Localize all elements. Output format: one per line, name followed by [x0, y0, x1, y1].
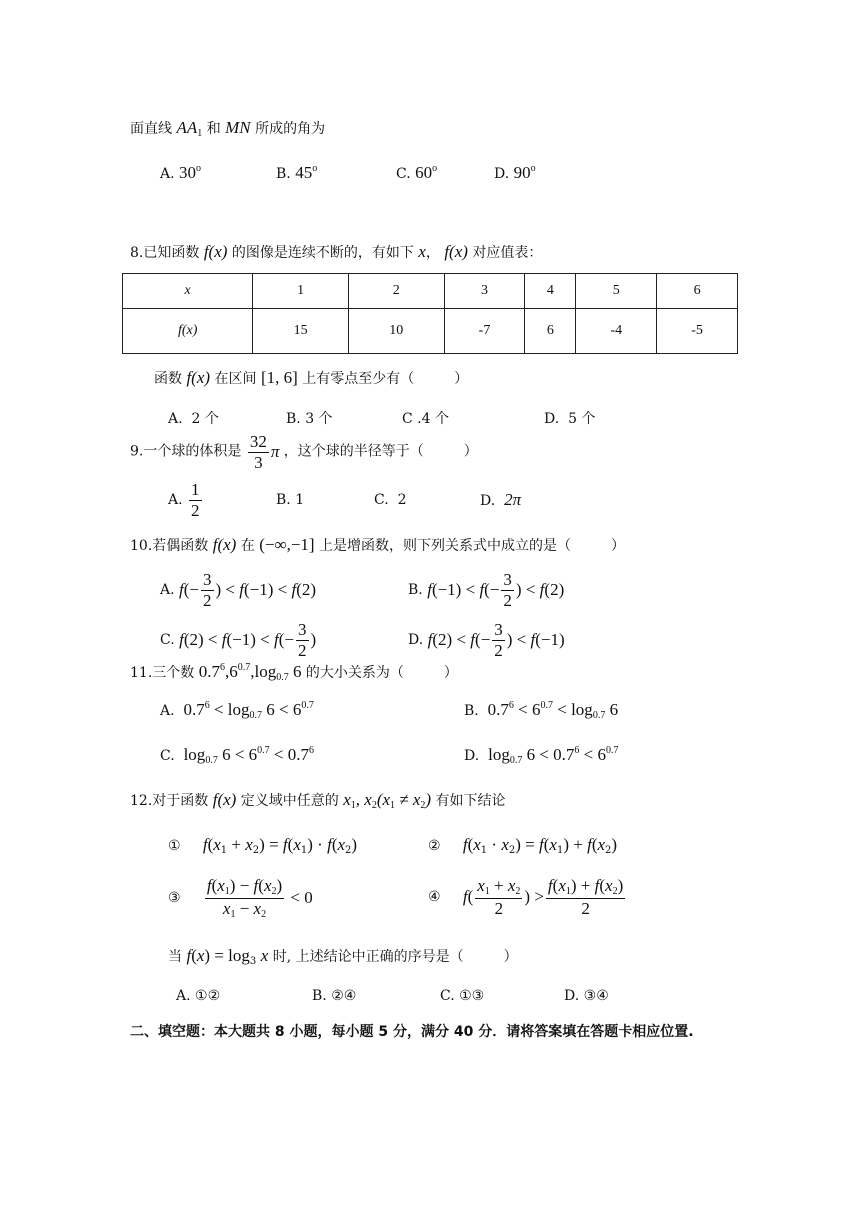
- table-cell: 15: [253, 309, 349, 354]
- q8-option-d[interactable]: D. 5 个: [544, 411, 596, 427]
- q8-fx: f(x): [203, 242, 228, 261]
- line-aa1: $AA_1$: [176, 118, 203, 139]
- table-row-fx: [123, 309, 738, 354]
- q9-stem: 9.一个球的体积是 $\frac{32}{3}$ π ，这个球的半径等于（ ）: [130, 432, 478, 472]
- q8-option-b[interactable]: B. 3 个: [286, 411, 333, 427]
- table-cell: 10: [348, 309, 444, 354]
- q10-option-d[interactable]: D. f(2) < f(− $\frac{3}{2}$ ) < f(−1): [408, 620, 565, 660]
- q9-option-b[interactable]: B. 1: [276, 492, 305, 508]
- q7-option-d[interactable]: D. 90$^o$: [494, 163, 536, 182]
- q7-option-c[interactable]: C. 60$^o$: [396, 163, 438, 182]
- table-cell: 6: [657, 274, 738, 309]
- q9-volume-fraction: $\frac{32}{3}$: [249, 432, 267, 472]
- table-cell: 3: [444, 274, 525, 309]
- q7-stem-text-a: 面直线: [130, 121, 172, 137]
- q12-statement-4: ④ f( $\frac{x_1 + x_2}{2}$ ) > $\frac{f(x_1) + f(x_2)}{2}$: [428, 876, 624, 918]
- q10-interval: (−∞,−1]: [259, 535, 315, 554]
- q7-option-a[interactable]: A. 30$^o$: [160, 163, 202, 182]
- q10-option-b[interactable]: B. f(−1) < f(− $\frac{3}{2}$ ) < f(2): [408, 570, 565, 610]
- q9-option-a[interactable]: A. $\frac{1}{2}$: [168, 480, 200, 520]
- table-cell: 2: [348, 274, 444, 309]
- q12-statement-3: ③ $\frac{f(x_1) - f(x_2)}{x_1 - x_2}$ < 0: [168, 876, 313, 920]
- q12-option-a[interactable]: A. ①②: [176, 988, 221, 1004]
- q7-option-b[interactable]: B. 45$^o$: [276, 163, 318, 182]
- q12-option-d[interactable]: D. ③④: [564, 988, 609, 1004]
- q10-option-a[interactable]: A. f(− $\frac{3}{2}$ ) < f(−1) < f(2): [160, 570, 317, 610]
- table-cell: 5: [576, 274, 657, 309]
- q11-option-b[interactable]: B. $0.7^6 < 6^{0.7} < \log_{0.7} 6$: [464, 700, 619, 721]
- q12-question: 当 $f(x) = \log_3 x$ 时, 上述结论中正确的序号是（ ）: [168, 946, 518, 967]
- q10-option-c[interactable]: C. f(2) < f(−1) < f(− $\frac{3}{2}$ ): [160, 620, 317, 660]
- q9-option-c[interactable]: C. 2: [374, 492, 407, 508]
- q12-stem: 12.对于函数 f(x) 定义域中任意的 $x_1$, $x_2(x_1 \ne x_2)$ 有如下结论: [130, 790, 506, 811]
- q12-option-b[interactable]: B. ②④: [312, 988, 357, 1004]
- table-cell: -7: [444, 309, 525, 354]
- q11-option-c[interactable]: C. $\log_{0.7} 6 < 6^{0.7} < 0.7^6$: [160, 745, 314, 766]
- q8-option-a[interactable]: A. 2 个: [168, 411, 219, 427]
- q8-stem: 8.已知函数 f(x) 的图像是连续不断的，有如下 x， f(x) 对应值表：: [130, 242, 543, 261]
- table-cell: 1: [253, 274, 349, 309]
- q11-stem: 11.三个数 $0.7^6,6^{0.7},\log_{0.7}$ 6 的大小关系为（ ）: [130, 662, 458, 683]
- table-row-x: [123, 274, 738, 309]
- q9-option-d[interactable]: D. 2π: [480, 490, 522, 509]
- q12-statement-2: ② $f(x_1 \cdot x_2) = f(x_1) + f(x_2)$: [428, 835, 618, 856]
- table-cell: -5: [657, 309, 738, 354]
- table-cell: 6: [525, 309, 576, 354]
- value-table: [122, 273, 738, 354]
- q7-stem-text-b: 和: [206, 121, 221, 137]
- q7-stem-text-c: 所成的角为: [255, 121, 326, 137]
- q10-stem: 10.若偶函数 f(x) 在 (−∞,−1] 上是增函数，则下列关系式中成立的是（ ）: [130, 535, 626, 554]
- q8-question: 函数 f(x) 在区间 [1, 6] 上有零点至少有（ ）: [154, 368, 469, 387]
- table-header-x: x: [123, 274, 253, 309]
- table-header-fx: f(x): [123, 309, 253, 354]
- q7-stem: [130, 118, 325, 140]
- q11-option-d[interactable]: D. $\log_{0.7} 6 < 0.7^6 < 6^{0.7}$: [464, 745, 619, 766]
- table-cell: -4: [576, 309, 657, 354]
- q11-option-a[interactable]: A. $0.7^6 < \log_{0.7} 6 < 6^{0.7}$: [160, 700, 314, 721]
- q8-interval: [1, 6]: [260, 368, 298, 387]
- line-mn: MN: [225, 118, 251, 137]
- q8-option-c[interactable]: C .4 个: [402, 411, 449, 427]
- table-cell: 4: [525, 274, 576, 309]
- section-2-heading: 二、填空题：本大题共 8 小题，每小题 5 分，满分 40 分．请将答案填在答题卡相应位置.: [130, 1024, 694, 1040]
- q12-option-c[interactable]: C. ①③: [440, 988, 485, 1004]
- q12-statement-1: ① $f(x_1 + x_2) = f(x_1) \cdot f(x_2)$: [168, 835, 358, 856]
